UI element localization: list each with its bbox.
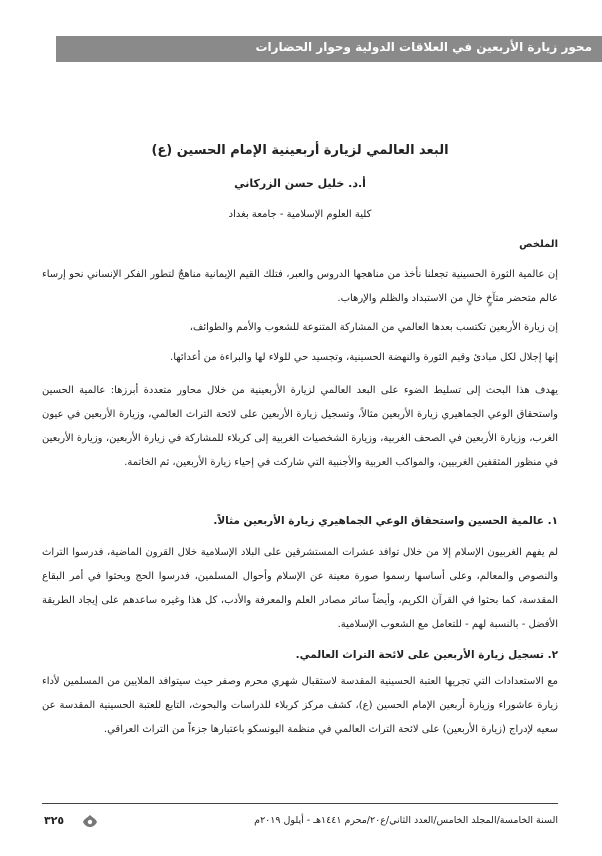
journal-issue-info: السنة الخامسة/المجلد الخامس/العدد الثاني/ع٢٠/محرم ١٤٤١هـ - أيلول ٢٠١٩م (254, 815, 558, 826)
footer-divider (42, 803, 558, 804)
header-band (56, 36, 602, 62)
abstract-paragraph: إنها إجلال لكل مبادئ وقيم الثورة والنهضة الحسينية، وتجسيد حي للولاء لها والبراءة من أعدائها. (170, 352, 558, 363)
section-heading: ٢. تسجيل زيارة الأربعين على لائحة التراث العالمي. (295, 649, 558, 661)
page-footer (42, 812, 558, 832)
header-text: محور زيارة الأربعين في العلاقات الدولية وحوار الحضارات (255, 40, 592, 54)
abstract-heading: الملخص (519, 239, 558, 250)
abstract-paragraph: يهدف هذا البحث إلى تسليط الضوء على البعد العالمي لزيارة الأربعينية من خلال محاور متعددة أبرزها: عالمية الحسين واستحقاق الوعي الجماهيري زيارة الأربعين مثالاً، وتسجيل زيارة الأربعين على لائحة التراث العالمي، وزيارة الأربعين في عيون الغرب، وزيارة الأربعين في الصحف الغربية، وزيارة الشخصيات الغربية إلى كربلاء للمشاركة في زيارة الأربعين، وزيارة الأربعين في منظور المثقفين الغربيين، والمواكب العربية والأجنبية التي شاركت في إحياء زيارة الأربعين، ثم الخاتمة. (42, 385, 558, 468)
author-name: أ.د. خليل حسن الزركاني (234, 177, 366, 190)
section-heading: ١. عالمية الحسين واستحقاق الوعي الجماهيري زيارة الأربعين مثالاً. (213, 515, 558, 527)
body-paragraph: مع الاستعدادات التي تجريها العتبة الحسينية المقدسة لاستقبال شهري محرم وصفر حيث سيتوافد الملايين من المسلمين لأداء زيارة عاشوراء وزيارة أربعين الإمام الحسين (ع)، كشف مركز كربلاء للدراسات والبحوث، التابع للعتبة الحسينية المقدسة عن سعيه لإدراج (زيارة الأربعين) على لائحة التراث العالمي في منظمة اليونسكو باعتبارها جزءاً من التراث العراقي. (42, 676, 558, 735)
body-paragraph: لم يفهم الغربيون الإسلام إلا من خلال توافد عشرات المستشرقين على البلاد الإسلامية خلال القرون الماضية، فدرسوا التراث والنصوص والمعالم، وعلى أساسها رسموا صورة معينة عن الإسلام وأحوال المسلمين، فدرسوا الحج وبحثوا في أمر البقاع المقدسة، كما بحثوا في القرآن الكريم، وأيضاً سائر مصادر العلم والمعرفة والأدب، كل هذا وغيره ساعدهم على إيجاد الطريقة الأفضل - بالنسبة لهم - للتعامل مع الشعوب الإسلامية. (42, 547, 558, 630)
abstract-paragraph: إن عالمية الثورة الحسينية تجعلنا نأخذ من مناهجها الدروس والعبر، فتلك القيم الإيمانية مناهجٌ لتطور الفكر الإنساني نحو إرساء عالم متحضر متآخٍ خالٍ من الاستبداد والظلم والإرهاب. (42, 269, 558, 304)
ornament-icon (82, 814, 98, 828)
abstract-paragraph: إن زيارة الأربعين تكتسب بعدها العالمي من المشاركة المتنوعة للشعوب والأمم والطوائف، (189, 322, 558, 333)
author-affiliation: كلية العلوم الإسلامية - جامعة بغداد (228, 209, 372, 220)
page-number: ٣٢٥ (44, 814, 65, 827)
article-title: البعد العالمي لزيارة أربعينية الإمام الحسين (ع) (151, 143, 449, 158)
